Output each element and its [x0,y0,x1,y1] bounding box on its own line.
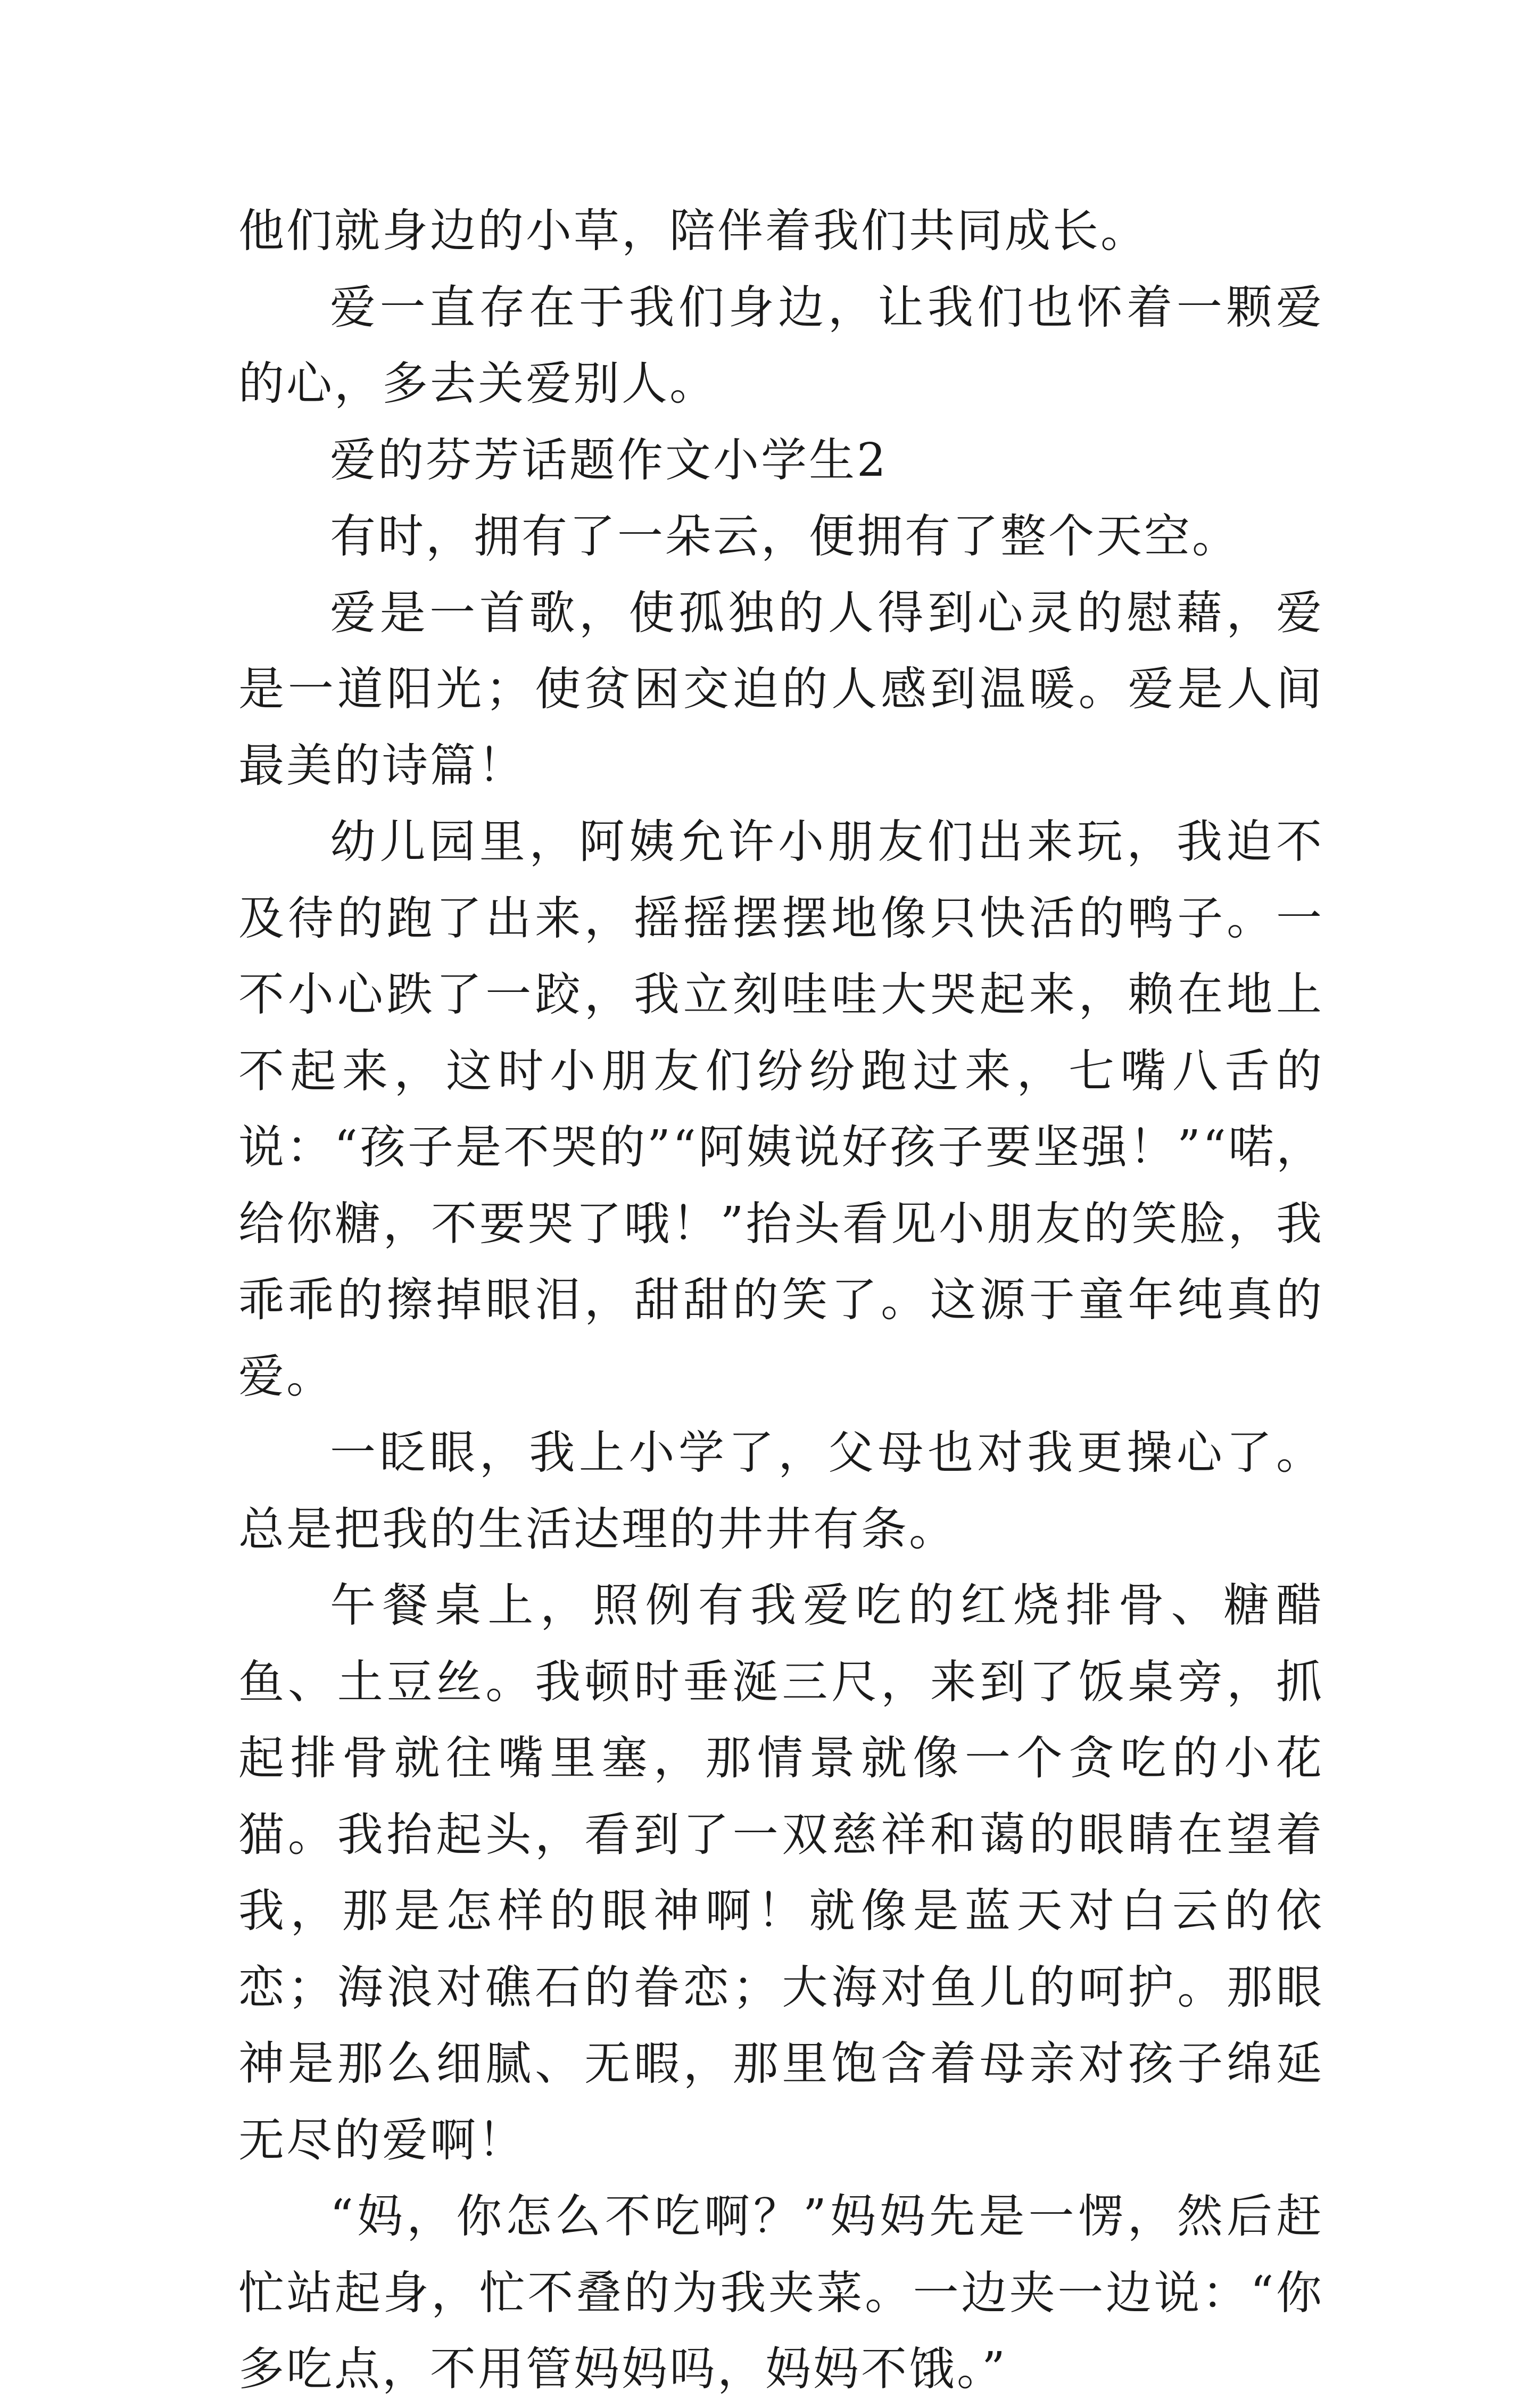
document-body [238,193,1324,2408]
paragraph-6: 一眨眼，我上小学了，父母也对我更操心了。总是把我的生活达理的井井有条。 [238,1426,1324,1556]
paragraph-1: 他们就身边的小草，陪伴着我们共同成长。 [238,204,1148,258]
paragraph-3: 有时，拥有了一朵云，便拥有了整个天空。 [330,510,1240,563]
paragraph-7: 午餐桌上，照例有我爱吃的红烧排骨、糖醋鱼、土豆丝。我顿时垂涎三尺，来到了饭桌旁，抓起排骨就往嘴里塞，那情景就像一个贪吃的小花猫。我抬起头，看到了一双慈祥和蔼的眼睛在望着我，那是怎样的眼神啊！就像是蓝天对白云的依恋；海浪对礁石的眷恋；大海对鱼儿的呵护。那眼神是那么细腻、无暇，那里饱含着母亲对孩子绵延无尽的爱啊！ [238,1579,1324,2167]
paragraph-4: 爱是一首歌，使孤独的人得到心灵的慰藉，爱是一道阳光；使贫困交迫的人感到温暖。爱是人间最美的诗篇！ [238,586,1324,792]
paragraph-2: 爱一直存在于我们身边，让我们也怀着一颗爱的心，多去关爱别人。 [238,280,1324,410]
paragraph-5: 幼儿园里，阿姨允许小朋友们出来玩，我迫不及待的跑了出来，摇摇摆摆地像只快活的鸭子。一不小心跌了一跤，我立刻哇哇大哭起来，赖在地上不起来，这时小朋友们纷纷跑过来，七嘴八舌的说：“孩子是不哭的”“阿姨说好孩子要坚强！”“喏，给你糖，不要哭了哦！”抬头看见小朋友的笑脸，我乖乖的擦掉眼泪，甜甜的笑了。这源于童年纯真的爱。 [238,815,1324,1403]
paragraph-8: “妈，你怎么不吃啊？”妈妈先是一愣，然后赶忙站起身，忙不叠的为我夹菜。一边夹一边说：“你多吃点，不用管妈妈吗，妈妈不饿。” [238,2190,1324,2396]
section-heading: 爱的芬芳话题作文小学生2 [330,433,888,487]
